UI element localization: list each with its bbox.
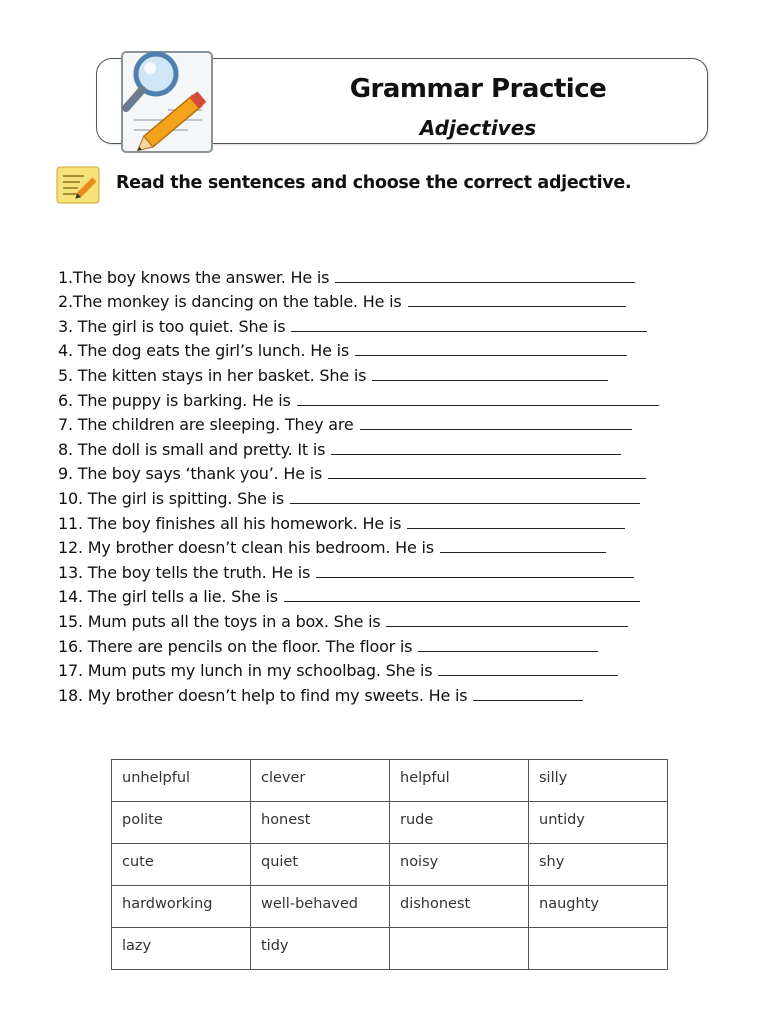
word-bank-cell: helpful	[390, 760, 529, 802]
answer-blank[interactable]	[290, 487, 640, 504]
question-text: 9. The boy says ‘thank you’. He is	[58, 464, 323, 484]
table-row	[112, 844, 668, 886]
word-bank-cell: honest	[251, 802, 390, 844]
question-text: 1.The boy knows the answer. He is	[58, 267, 330, 287]
question-item	[58, 360, 728, 385]
answer-blank[interactable]	[408, 290, 626, 307]
answer-blank[interactable]	[335, 266, 635, 283]
word-bank-cell: tidy	[251, 928, 390, 970]
question-item	[58, 656, 728, 681]
question-text: 2.The monkey is dancing on the table. He is	[58, 292, 402, 312]
question-text: 15. Mum puts all the toys in a box. She is	[58, 611, 381, 631]
answer-blank[interactable]	[355, 339, 627, 356]
answer-blank[interactable]	[331, 438, 621, 455]
question-item	[58, 311, 728, 336]
question-text: 18. My brother doesn’t help to find my sweets. He is	[58, 685, 468, 705]
word-bank-cell	[529, 928, 668, 970]
question-item	[58, 434, 728, 459]
instructions: Read the sentences and choose the correct adjective.	[116, 173, 632, 193]
word-bank-cell: well-behaved	[251, 886, 390, 928]
word-bank-cell: cute	[112, 844, 251, 886]
answer-blank[interactable]	[328, 462, 646, 479]
word-bank-table	[111, 759, 668, 970]
table-row	[112, 760, 668, 802]
question-item	[58, 385, 728, 410]
answer-blank[interactable]	[297, 389, 659, 406]
word-bank-cell: untidy	[529, 802, 668, 844]
question-text: 14. The girl tells a lie. She is	[58, 587, 278, 607]
question-item	[58, 483, 728, 508]
word-bank-cell: naughty	[529, 886, 668, 928]
word-bank-cell: unhelpful	[112, 760, 251, 802]
answer-blank[interactable]	[440, 536, 606, 553]
page-title: Grammar Practice	[349, 74, 607, 104]
question-text: 6. The puppy is barking. He is	[58, 390, 291, 410]
answer-blank[interactable]	[473, 684, 583, 701]
question-item	[58, 680, 728, 705]
answer-blank[interactable]	[372, 364, 608, 381]
question-item	[58, 262, 728, 287]
word-bank-cell: dishonest	[390, 886, 529, 928]
magnifier-pencil-document-icon	[118, 48, 216, 156]
question-text: 8. The doll is small and pretty. It is	[58, 439, 326, 459]
question-text: 17. Mum puts my lunch in my schoolbag. She is	[58, 661, 433, 681]
question-item	[58, 508, 728, 533]
word-bank-cell: lazy	[112, 928, 251, 970]
question-text: 13. The boy tells the truth. He is	[58, 562, 311, 582]
word-bank-cell: rude	[390, 802, 529, 844]
question-text: 3. The girl is too quiet. She is	[58, 316, 286, 336]
word-bank-cell	[390, 928, 529, 970]
table-row	[112, 928, 668, 970]
answer-blank[interactable]	[291, 315, 647, 332]
word-bank-cell: polite	[112, 802, 251, 844]
question-item	[58, 582, 728, 607]
question-text: 5. The kitten stays in her basket. She is	[58, 365, 367, 385]
answer-blank[interactable]	[418, 635, 598, 652]
notepad-pencil-icon	[56, 166, 100, 204]
answer-blank[interactable]	[284, 585, 640, 602]
question-item	[58, 410, 728, 435]
question-text: 16. There are pencils on the floor. The floor is	[58, 636, 413, 656]
answer-blank[interactable]	[438, 659, 618, 676]
answer-blank[interactable]	[407, 512, 625, 529]
question-text: 12. My brother doesn’t clean his bedroom. He is	[58, 538, 434, 558]
question-item	[58, 287, 728, 312]
word-bank-cell: shy	[529, 844, 668, 886]
table-row	[112, 886, 668, 928]
question-item	[58, 606, 728, 631]
word-bank-cell: clever	[251, 760, 390, 802]
question-item	[58, 533, 728, 558]
word-bank-cell: quiet	[251, 844, 390, 886]
question-item	[58, 336, 728, 361]
word-bank-cell: hardworking	[112, 886, 251, 928]
answer-blank[interactable]	[386, 610, 628, 627]
question-text: 7. The children are sleeping. They are	[58, 415, 354, 435]
question-text: 11. The boy finishes all his homework. He is	[58, 513, 402, 533]
table-row	[112, 802, 668, 844]
question-item	[58, 459, 728, 484]
answer-blank[interactable]	[316, 561, 634, 578]
answer-blank[interactable]	[360, 413, 632, 430]
question-item	[58, 557, 728, 582]
question-item	[58, 631, 728, 656]
word-bank-cell: noisy	[390, 844, 529, 886]
question-text: 10. The girl is spitting. She is	[58, 488, 284, 508]
word-bank-cell: silly	[529, 760, 668, 802]
question-text: 4. The dog eats the girl’s lunch. He is	[58, 341, 349, 361]
page-subtitle: Adjectives	[419, 116, 537, 140]
question-list	[58, 262, 728, 705]
